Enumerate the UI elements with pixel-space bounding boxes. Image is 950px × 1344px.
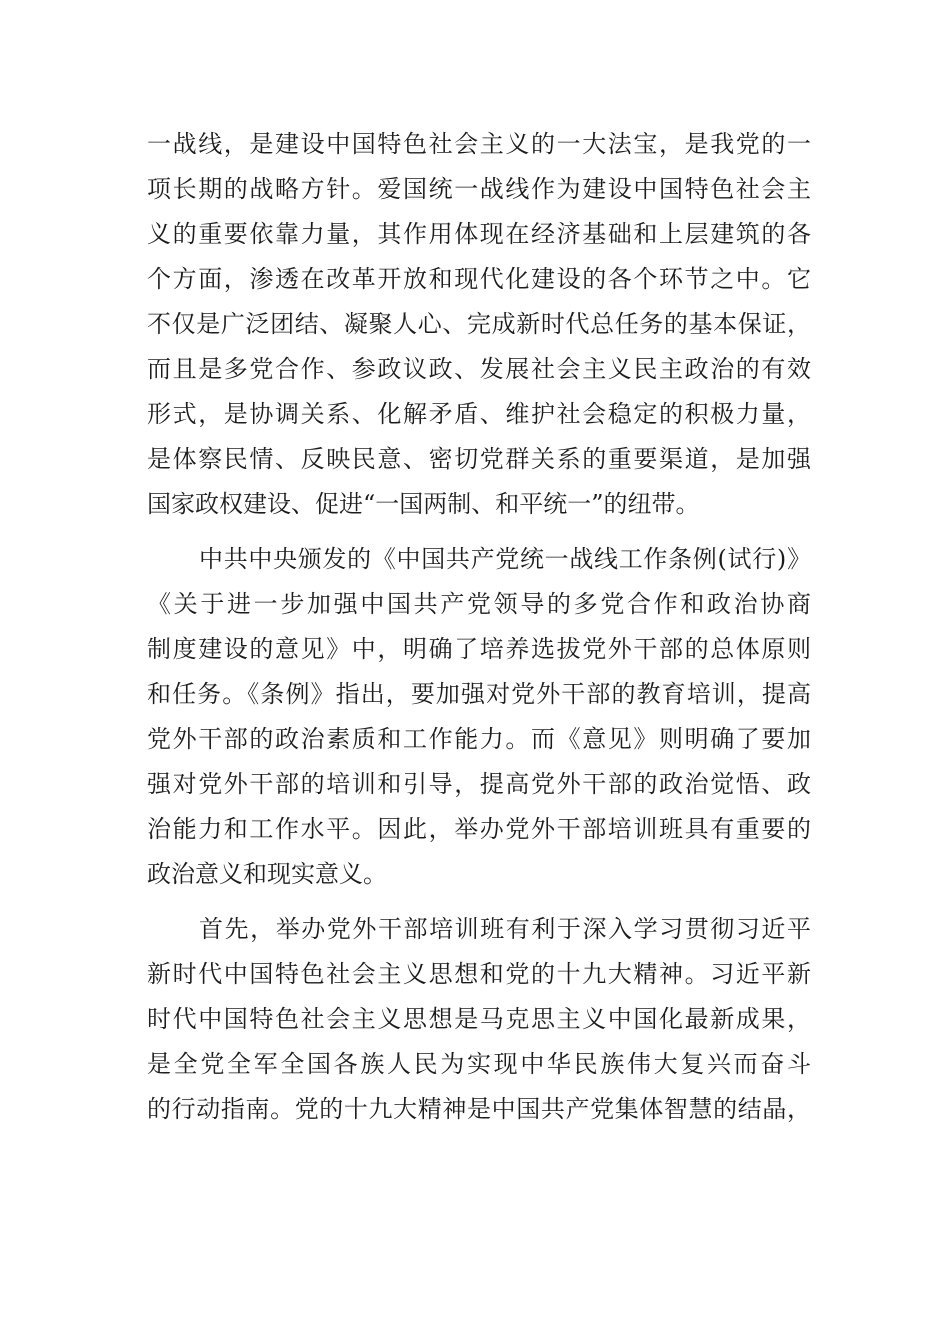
text-line: 中共中央颁发的《中国共产党统一战线工作条例(试行)》 [199,545,811,573]
document-body [147,122,811,1132]
text-line: 不仅是广泛团结、凝聚人心、完成新时代总任务的基本保证， [147,310,811,338]
text-line: 党外干部的政治素质和工作能力。而《意见》则明确了要加 [147,725,811,753]
text-line: 制度建设的意见》中，明确了培养选拔党外干部的总体原则 [147,635,811,663]
paragraph-spacer [147,527,811,537]
text-line: 强对党外干部的培训和引导，提高党外干部的政治觉悟、政 [147,770,811,798]
text-line: 首先，举办党外干部培训班有利于深入学习贯彻习近平 [199,915,811,943]
text-line: 新时代中国特色社会主义思想和党的十九大精神。习近平新 [147,960,811,988]
text-line: 治能力和工作水平。因此，举办党外干部培训班具有重要的 [147,815,811,843]
text-line: 一战线，是建设中国特色社会主义的一大法宝，是我党的一 [147,130,811,158]
paragraph-firstly [147,907,811,1132]
text-line: 国家政权建设、促进“一国两制、和平统一”的纽带。 [147,490,700,518]
text-line: 的行动指南。党的十九大精神是中国共产党集体智慧的结晶， [147,1095,811,1123]
text-line: 形式，是协调关系、化解矛盾、维护社会稳定的积极力量， [147,400,811,428]
paragraph-regulations [147,537,811,897]
text-line: 《关于进一步加强中国共产党领导的多党合作和政治协商 [147,590,811,618]
text-line: 和任务。《条例》指出，要加强对党外干部的教育培训，提高 [147,680,811,708]
text-line: 而且是多党合作、参政议政、发展社会主义民主政治的有效 [147,355,811,383]
text-line: 时代中国特色社会主义思想是马克思主义中国化最新成果， [147,1005,811,1033]
paragraph-united-front [147,122,811,527]
text-line: 政治意义和现实意义。 [147,860,387,888]
text-line: 是体察民情、反映民意、密切党群关系的重要渠道，是加强 [147,445,811,473]
text-line: 个方面，渗透在改革开放和现代化建设的各个环节之中。它 [147,265,811,293]
text-line: 项长期的战略方针。爱国统一战线作为建设中国特色社会主 [147,175,811,203]
text-line: 义的重要依靠力量，其作用体现在经济基础和上层建筑的各 [147,220,811,248]
paragraph-spacer [147,897,811,907]
text-line: 是全党全军全国各族人民为实现中华民族伟大复兴而奋斗 [147,1050,811,1078]
